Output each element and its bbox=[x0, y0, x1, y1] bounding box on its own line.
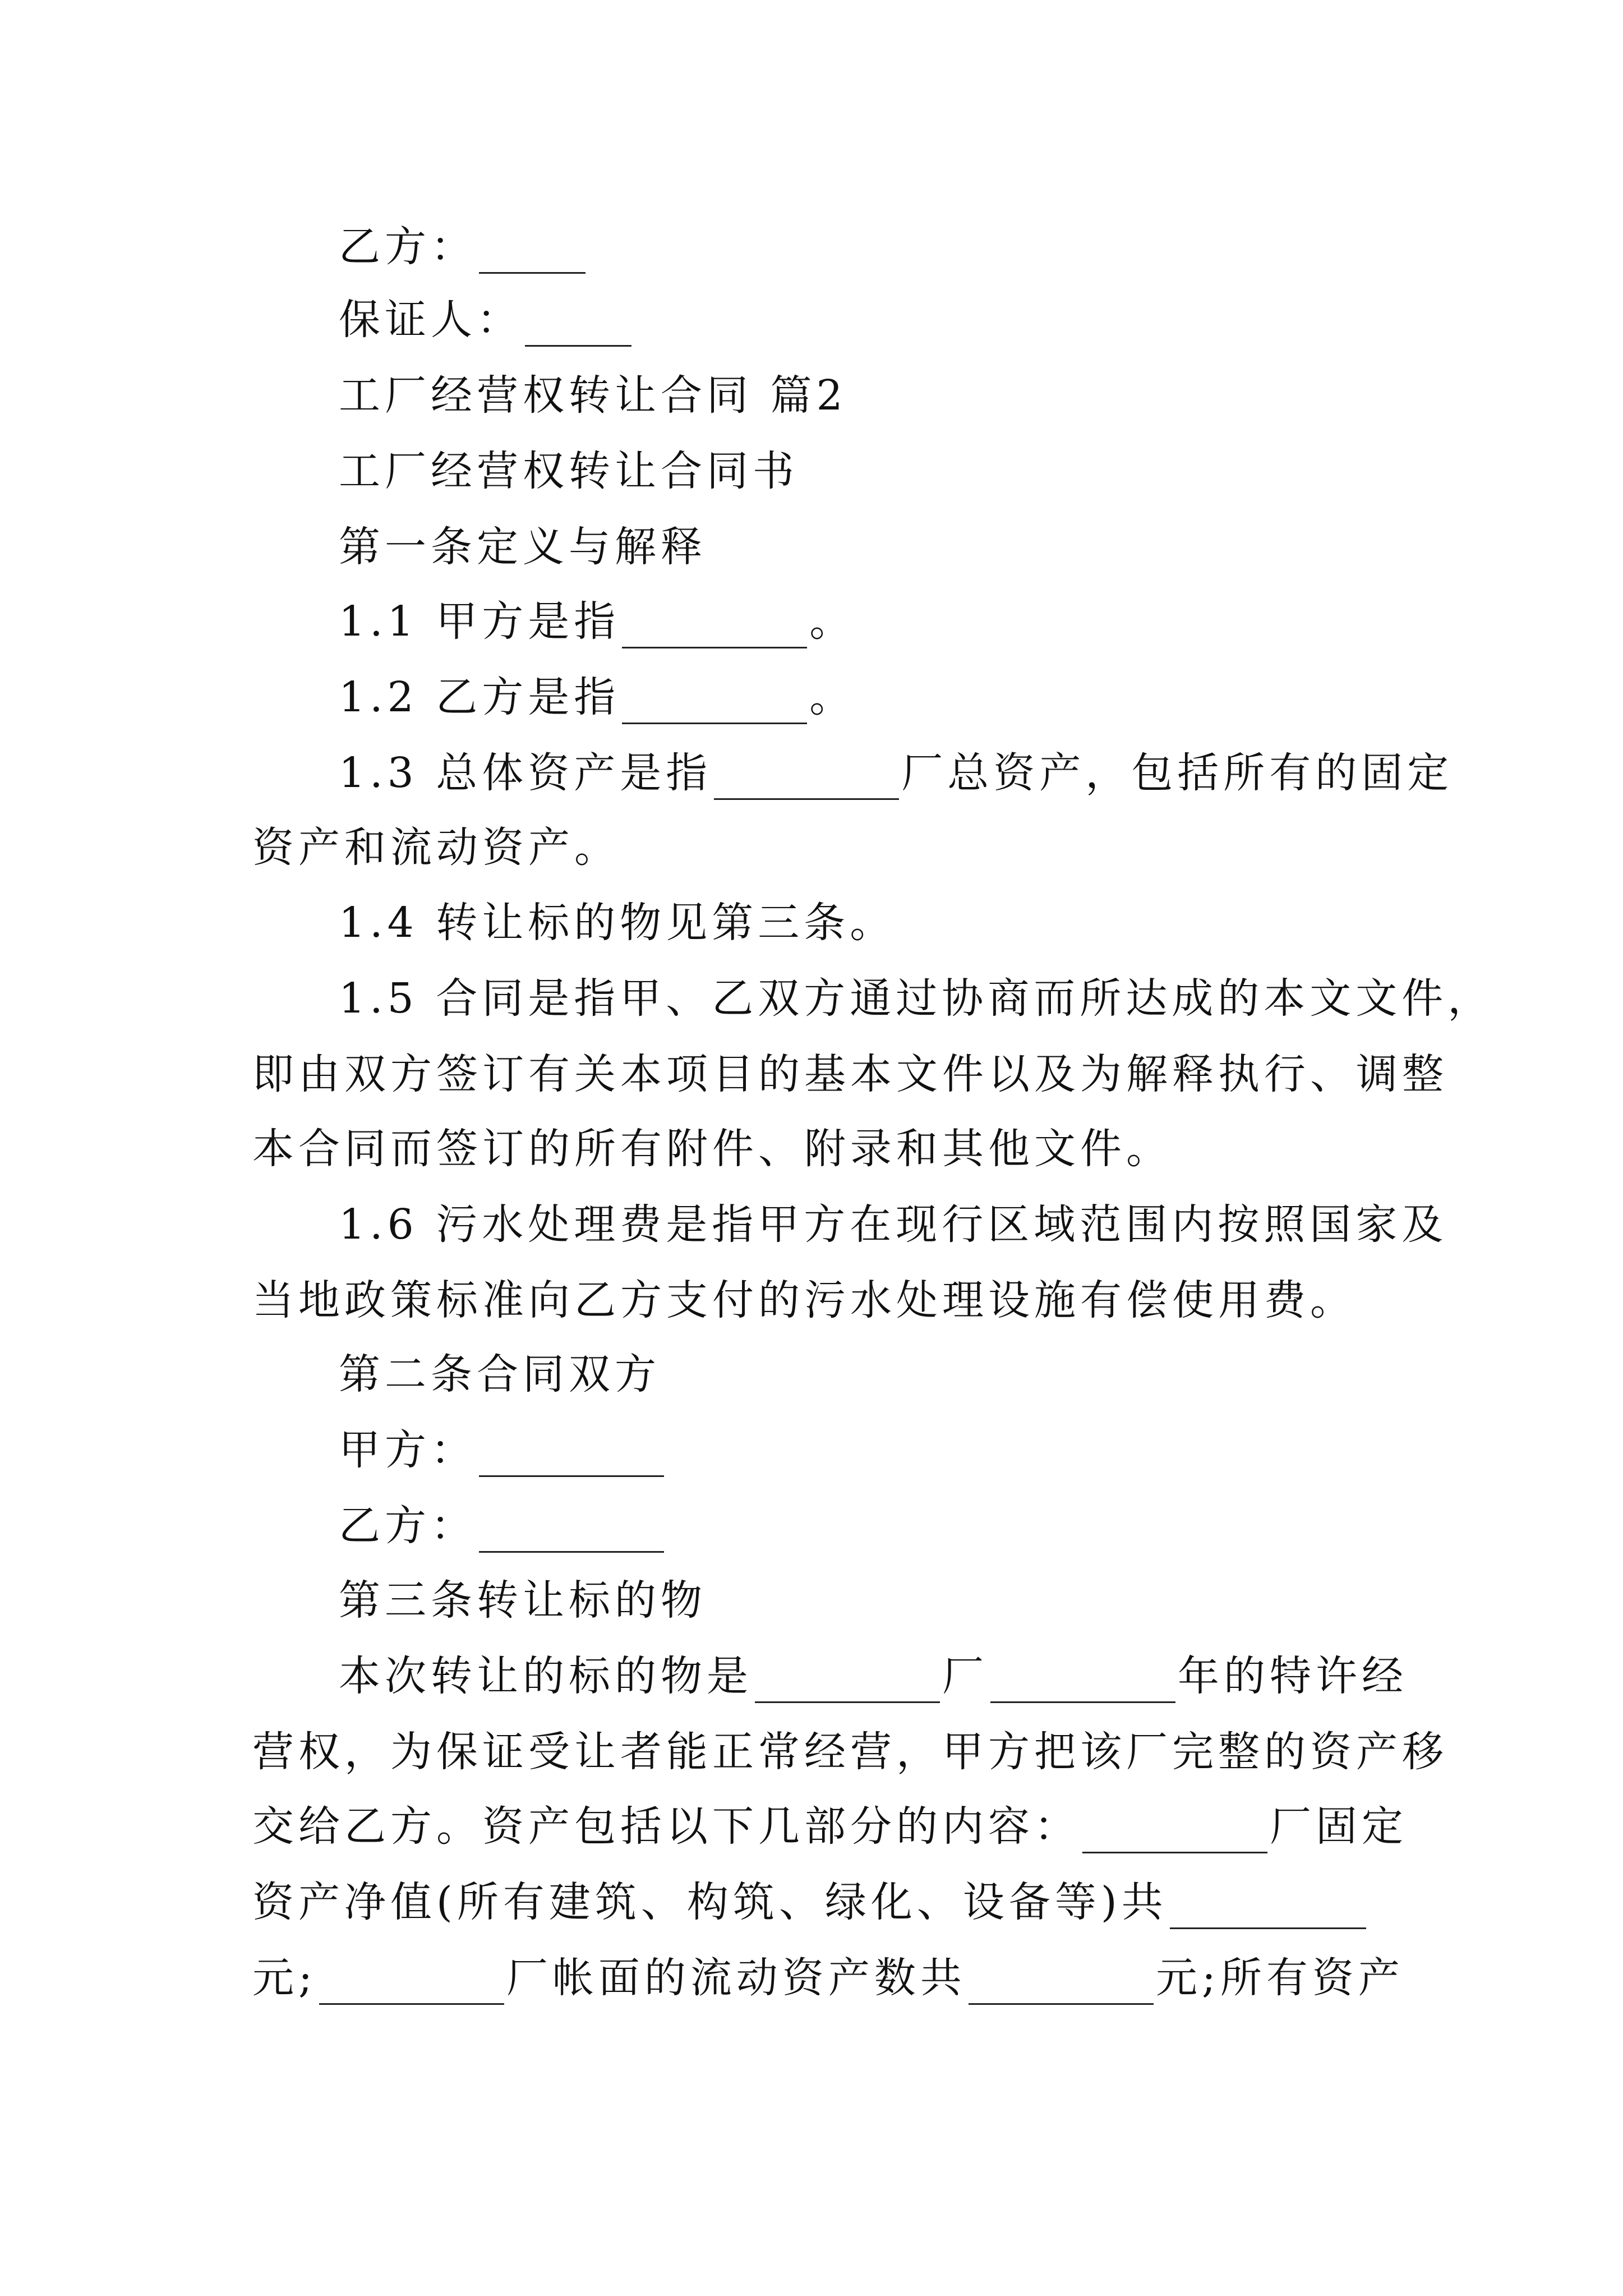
clause-1-1 bbox=[339, 595, 1460, 648]
clause-1-6: 1.6 污水处理费是指甲方在现行区域范围内按照国家及 bbox=[339, 1200, 1448, 1249]
article-3-para-4 bbox=[252, 1875, 1374, 1929]
party-b-field-blank bbox=[479, 1512, 664, 1553]
clause-1-3 bbox=[339, 746, 1460, 800]
article-3-para-2: 营权，为保证受让者能正常经营，甲方把该厂完整的资产移 bbox=[252, 1728, 1448, 1776]
article-3-heading: 第三条转让标的物 bbox=[339, 1576, 707, 1625]
article-3-para-5-mid: 厂帐面的流动资产数共 bbox=[506, 1954, 966, 2002]
section-heading-2: 工厂经营权转让合同 篇2 bbox=[339, 371, 847, 420]
clause-1-3-text: 1.3 总体资产是指 bbox=[339, 749, 712, 797]
article-3-para-3-text: 交给乙方。资产包括以下几部分的内容： bbox=[252, 1802, 1080, 1851]
article-3-blank-5 bbox=[319, 1964, 504, 2005]
article-3-para-4-text: 资产净值(所有建筑、构筑、绿化、设备等)共 bbox=[252, 1878, 1168, 1926]
clause-1-5-cont-2: 本合同而签订的所有附件、附录和其他文件。 bbox=[252, 1125, 1172, 1173]
party-b-field bbox=[339, 1499, 1460, 1553]
guarantor-label: 保证人： bbox=[339, 296, 523, 344]
clause-1-5: 1.5 合同是指甲、乙双方通过协商而所达成的本文文件， bbox=[339, 974, 1494, 1023]
clause-1-1-end: 。 bbox=[809, 597, 856, 646]
clause-1-3-blank bbox=[714, 759, 899, 800]
clause-1-2 bbox=[339, 670, 1460, 724]
clause-1-2-text: 1.2 乙方是指 bbox=[339, 673, 620, 721]
party-a-field bbox=[339, 1423, 1460, 1477]
article-3-para-5-end: 元;所有资产 bbox=[1155, 1954, 1404, 2002]
article-3-para-5 bbox=[252, 1951, 1404, 2005]
clause-1-6-cont: 当地政策标准向乙方支付的污水处理设施有偿使用费。 bbox=[252, 1276, 1356, 1324]
contract-title: 工厂经营权转让合同书 bbox=[339, 447, 799, 495]
guarantor-blank bbox=[525, 306, 631, 347]
clause-1-1-text: 1.1 甲方是指 bbox=[339, 597, 620, 646]
article-2-heading: 第二条合同双方 bbox=[339, 1350, 661, 1398]
article-3-para-5-start: 元; bbox=[252, 1954, 317, 2002]
clause-1-3-end: 厂总资产，包括所有的固定 bbox=[901, 749, 1454, 797]
party-a-field-blank bbox=[479, 1436, 664, 1477]
article-3-para-3-end: 厂固定 bbox=[1270, 1802, 1408, 1851]
article-3-blank-3 bbox=[1082, 1812, 1267, 1853]
party-a-field-label: 甲方： bbox=[339, 1426, 477, 1474]
clause-1-4: 1.4 转让标的物见第三条。 bbox=[339, 899, 896, 947]
party-b-blank bbox=[479, 233, 585, 274]
article-3-blank-2 bbox=[990, 1662, 1175, 1703]
party-b-line bbox=[339, 220, 1460, 274]
party-b-field-label: 乙方： bbox=[339, 1502, 477, 1550]
article-3-blank-6 bbox=[969, 1964, 1154, 2005]
party-b-label: 乙方： bbox=[339, 223, 477, 271]
article-3-para-1-text: 本次转让的标的物是 bbox=[339, 1652, 753, 1700]
article-3-para-3 bbox=[252, 1800, 1408, 1853]
article-3-para-1-end: 年的特许经 bbox=[1178, 1652, 1408, 1700]
article-1-heading: 第一条定义与解释 bbox=[339, 523, 707, 571]
guarantor-line bbox=[339, 293, 1460, 347]
article-3-para-1 bbox=[339, 1649, 1460, 1703]
clause-1-2-end: 。 bbox=[809, 673, 856, 721]
clause-1-1-blank bbox=[622, 608, 807, 648]
clause-1-5-cont-1: 即由双方签订有关本项目的基本文件以及为解释执行、调整 bbox=[252, 1050, 1448, 1098]
clause-1-2-blank bbox=[622, 683, 807, 724]
article-3-blank-4 bbox=[1170, 1888, 1366, 1929]
clause-1-3-cont: 资产和流动资产。 bbox=[252, 823, 620, 872]
article-3-blank-1 bbox=[755, 1662, 940, 1703]
article-3-para-1-mid: 厂 bbox=[942, 1652, 988, 1700]
